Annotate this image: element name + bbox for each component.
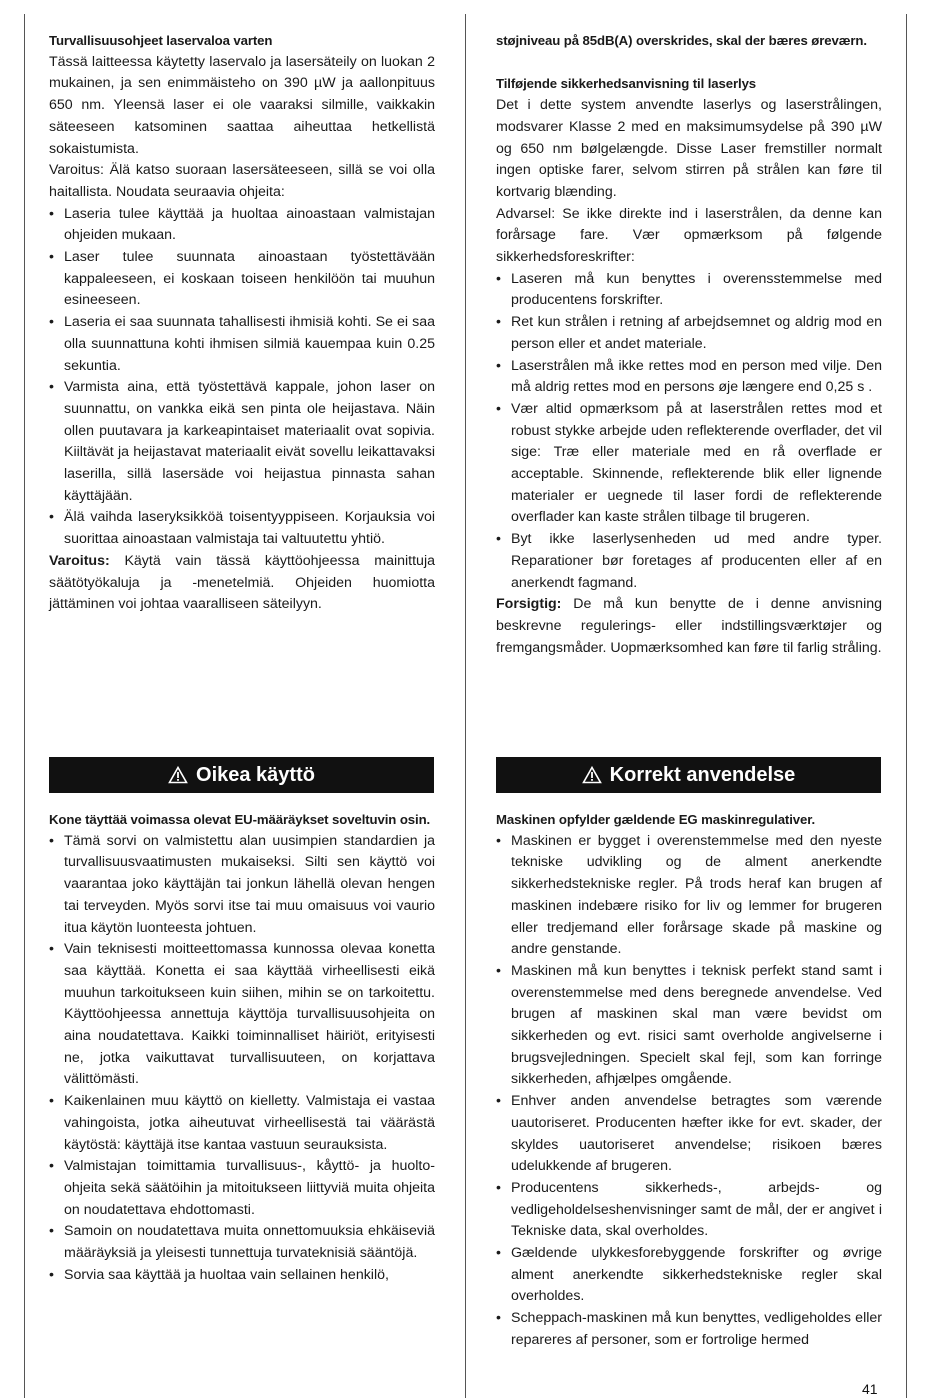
list-item: • Samoin on noudatettava muita onnettomuuksia ehkäiseviä määräyksiä ja yleisesti tunnettuja turvateknisiä sääntöjä. <box>49 1223 435 1262</box>
list-item: • Enhver anden anvendelse betragtes som værende uautoriseret. Producenten hæfter ikke for evt. skader, der skyldes uautoriseret anvendelse; risikoen bæres udelukkende af brugeren. <box>496 1093 882 1175</box>
warning-triangle-icon <box>582 766 602 784</box>
page-number: 41 <box>862 1381 878 1397</box>
warning-label: Varoitus: <box>49 552 110 569</box>
list-item: • Laserstrålen må ikke rettes mod en person med vilje. Den må aldrig rettes mod en persons øje længere end 0,25 s . <box>496 357 882 396</box>
finnish-correct-use-section <box>49 809 435 1286</box>
list-item: • Vær altid opmærksom på at laserstrålen rettes mod et robust stykke arbejde uden reflekterende overflader, det vil sige: Træ eller materiale med en rå overflade er acceptable. Skinnende, reflekterende blik eller lignende materialer er uegnede til laser fordi de reflekterende overflader kan kaste strålen tilbage til brugeren. <box>496 400 882 526</box>
paragraph: Advarsel: Se ikke direkte ind i laserstrålen, da denne kan forårsage fare. Vær opmærksom på følgende sikkerhedsforeskrifter: <box>496 205 882 266</box>
list-item: • Laser tulee suunnata ainoastaan työstettävään kappaleeseen, ei koskaan toiseen henkilöön tai muuhun esineeseen. <box>49 249 435 309</box>
list-item: • Laseria ei saa suunnata tahallisesti ihmisiä kohti. Se ei saa olla suunnattuna kohti ihmisen silmiä kauempaa kuin 0.25 sekuntia. <box>49 314 435 374</box>
list-item: • Maskinen er bygget i overenstemmelse med den nyeste tekniske udvikling og de alment anerkendte sikkerhedstekniske regler. På trods heraf kan brugen af maskinen indebære risiko for liv og lemmer for brugeren eller tredjemand eller forårsage skade på maskine og andre genstande. <box>496 832 882 958</box>
list-item: • Tämä sorvi on valmistettu alan uusimpien standardien ja turvallisuusvaatimusten mukaiseksi. Silti sen käyttö voi vaarantaa joko käyttäjän tai jonkun lähellä olevan hengen tai terveyden. Myös sorvi itse tai muu omaisuus voi vaurio itua käytön luonteesta johtuen. <box>49 832 435 936</box>
list-item: • Gældende ulykkesforebyggende forskrifter og øvrige alment anerkendte sikkerhedstekniske regler skal overholdes. <box>496 1245 882 1305</box>
warning-paragraph: Forsigtig: De må kun benytte de i denne anvisning beskrevne regulerings- eller indstillingsværktøjer og fremgangsmåder. Uopmærksomhed kan føre til farlig stråling. <box>496 596 882 656</box>
danish-correct-use-section <box>496 809 882 1352</box>
center-column-rule <box>465 14 466 1398</box>
list-item: • Byt ikke laserlysenheden ud med andre typer. Reparationer bør foretages af producenten eller af en anerkendt fagmand. <box>496 531 882 591</box>
banner-title: Oikea käyttö <box>196 763 315 786</box>
list-item: • Ret kun strålen i retning af arbejdsemnet og aldrig mod en person eller et andet materiale. <box>496 314 882 352</box>
paragraph: Varoitus: Älä katso suoraan lasersäteeseen, sillä se voi olla haitallista. Noudata seuraavia ohjeita: <box>49 162 435 200</box>
list-item: • Kaikenlainen muu käyttö on kielletty. Valmistaja ei vastaa vahingoista, jotka aiheutuvat virheellisestä tai väärästä käytöstä: käyttäjä itse kantaa vastuun seurauksista. <box>49 1093 435 1153</box>
list-item: • Laseria tulee käyttää ja huoltaa ainoastaan valmistajan ohjeiden mukaan. <box>49 205 435 244</box>
section-heading: Turvallisuusohjeet laservaloa varten <box>49 33 273 48</box>
right-margin-rule <box>906 14 907 1398</box>
paragraph: Det i dette system anvendte laserlys og laserstrålingen, modsvarer Klasse 2 med en maksimumsydelse på 390 µW og 650 nm bølgelængde. Disse Laser fremstiller normalt ingen optiske farer, selvom stirren på strålen kan føre til kortvarig blænding. <box>496 97 882 200</box>
list-item: • Valmistajan toimittamia turvallisuus-, kåyttö- ja huolto-ohjeita sekä säätöihin ja mitoitukseen liittyviä muita ohjeita on noudatettava ehdottomasti. <box>49 1158 435 1218</box>
list-item: • Sorvia saa käyttää ja huoltaa vain sellainen henkilö, <box>49 1266 389 1283</box>
lead-line: støjniveau på 85dB(A) overskrides, skal der bæres øreværn. <box>496 33 867 48</box>
list-item: • Vain teknisesti moitteettomassa kunnossa olevaa konetta saa käyttää. Konetta ei saa käyttää virheellisesti eikä muuhun tarkoitukseen kuin siihen, mihin se on tarkoitettu. Käyttöohjeessa annettuja käyttöja turvallisuusohjeita on aina noudatettava. Kaikki toiminnalliset häiriöt, erityisesti ne, jotka vaikuttavat turvallisuuteen, on korjattava välittömästi. <box>49 941 435 1088</box>
bullet-list <box>49 831 435 1287</box>
left-margin-rule <box>24 14 25 1398</box>
section-banner-korrekt-anvendelse <box>496 757 881 793</box>
finnish-laser-safety-section <box>49 30 435 616</box>
banner-title: Korrekt anvendelse <box>609 763 796 786</box>
bullet-list <box>496 831 882 1352</box>
list-item: • Producentens sikkerheds-, arbejds- og vedligeholdelseshenvisninger samt de mål, der er angivet i Tekniske data, skal overholdes. <box>496 1179 882 1240</box>
list-item: • Maskinen må kun benyttes i teknisk perfekt stand samt i overenstemmelse med dens beregnede anvendelse. Ved brugen af maskinen skal man være bevidst om sikkerheden og evt. risici samt overholde angivelserne i brugsvejledningen. Specielt skal fejl, som kan forringe sikkerheden, afhjælpes omgående. <box>496 962 882 1088</box>
warning-paragraph: Varoitus: Käytä vain tässä käyttöohjeessa mainittuja säätötyökaluja ja -menetelmiä. Ohjeiden huomiotta jättäminen voi johtaa vaaralliseen säteilyyn. <box>49 552 435 613</box>
section-heading: Kone täyttää voimassa olevat EU-määräykset soveltuvin osin. <box>49 812 431 827</box>
section-heading: Tilføjende sikkerhedsanvisning til laserlys <box>496 76 757 92</box>
section-banner-oikea-kaytto <box>49 757 434 793</box>
list-item: • Älä vaihda laseryksikköä toisentyyppiseen. Korjauksia voi suorittaa ainoastaan valmistaja tai valtuutettu yhtiö. <box>49 509 435 548</box>
warning-label: Forsigtig: <box>496 596 562 613</box>
warning-triangle-icon <box>168 766 188 784</box>
list-item: • Varmista aina, että työstettävä kappale, johon laser on suunnattu, on vankka eikä sen pinta ole heijastava. Näin ollen puutavara ja karkeapintaiset materiaalit ovat sopivia. Kiiltävät ja heijastavat materiaalit eivät sovellu leikattavaksi laserilla, sillä lasersäde voi heijastua pinnasta sahan käyttäjään. <box>49 379 435 504</box>
bullet-list <box>496 269 882 595</box>
bullet-list <box>49 204 435 551</box>
list-item: • Laseren må kun benyttes i overensstemmelse med producentens forskrifter. <box>496 270 882 309</box>
danish-laser-safety-section <box>496 30 882 659</box>
section-heading: Maskinen opfylder gældende EG maskinregulativer. <box>496 812 816 827</box>
list-item: • Scheppach-maskinen må kun benyttes, vedligeholdes eller repareres af personer, som er fortrolige hermed <box>496 1310 882 1348</box>
paragraph: Tässä laitteessa käytetty laservalo ja lasersäteily on luokan 2 mukainen, ja sen enimmäisteho on 390 µW ja aallonpituus 650 nm. Yleensä laser ei ole vaaraksi silmille, vaikkakin säteeseen katsominen saattaa aiheuttaa hetkellistä sokaistumista. <box>49 53 435 157</box>
